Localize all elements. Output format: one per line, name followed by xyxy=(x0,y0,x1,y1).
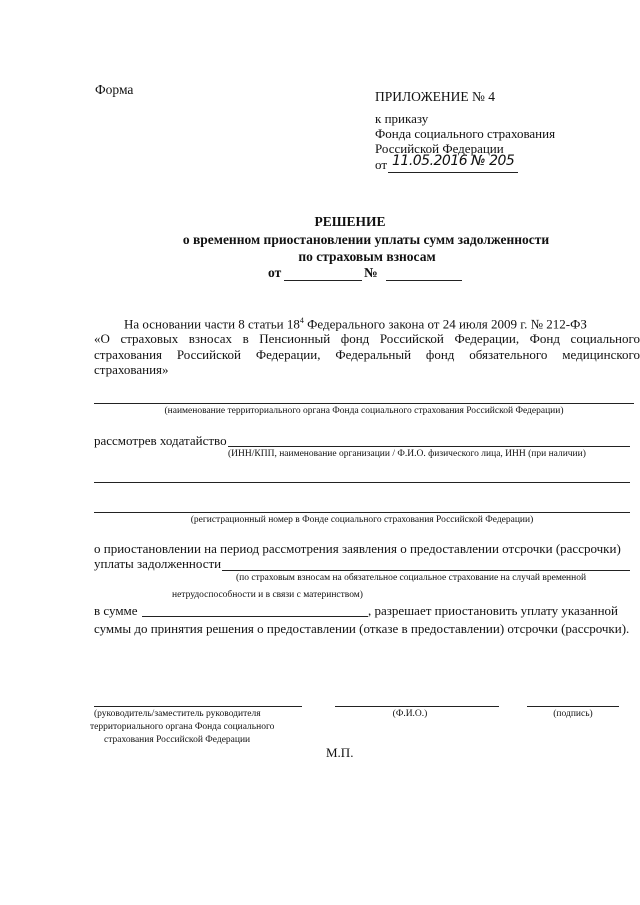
seal-label: М.П. xyxy=(326,745,354,760)
decision-number-line xyxy=(386,280,462,281)
basis-line-4: страхования» xyxy=(94,362,169,377)
signature-caption: (подпись) xyxy=(553,709,593,719)
basis-line-2: «О страховых взносах в Пенсионный фонд Российской Федерации, Фонд социального xyxy=(94,331,640,346)
head-caption-1: (руководитель/заместитель руководителя xyxy=(94,709,261,719)
organization-line xyxy=(94,482,630,483)
basis-line-1: На основании части 8 статьи $18^4$ Федерального закона от 24 июля 2009 г. № 212-ФЗ xyxy=(124,316,587,332)
signature-line xyxy=(527,706,619,707)
contrib-caption-2: нетрудоспособности и в связи с материнством) xyxy=(172,590,363,600)
decision-date-line xyxy=(284,280,362,281)
amount-line xyxy=(142,616,368,617)
debt-line xyxy=(222,570,630,571)
fio-caption: (Ф.И.О.) xyxy=(392,709,428,719)
document-title: РЕШЕНИЕ xyxy=(314,214,386,229)
amount-label: в сумме xyxy=(94,603,138,618)
amount-line-2: суммы до принятия решения о предоставлении (отказе в предоставлении) отсрочки (рассрочки). xyxy=(94,621,630,636)
title-line-3: по страховым взносам xyxy=(298,249,436,264)
decision-date-prefix: от xyxy=(268,265,282,280)
decision-number-prefix: № xyxy=(364,265,378,280)
contrib-caption-1: (по страховым взносам на обязательное социальное страхование на случай временной xyxy=(236,573,587,583)
order-date-prefix: от xyxy=(375,157,388,172)
head-line xyxy=(94,706,302,707)
regnum-line xyxy=(94,512,630,513)
regnum-caption: (регистрационный номер в Фонде социального страхования Российской Федерации) xyxy=(190,515,534,525)
order-line-3: Российской Федерации xyxy=(375,141,504,156)
basis-line-3: страхования Российской Федерации, Федеральный фонд обязательного медицинского xyxy=(94,347,640,362)
order-line-2: Фонда социального страхования xyxy=(375,126,556,141)
suspend-line-2: уплаты задолженности xyxy=(94,556,222,571)
form-label: Форма xyxy=(95,82,134,97)
territorial-body-caption: (наименование территориального органа Фонда социального страхования Российской Федерации) xyxy=(164,406,564,416)
suspend-line-1: о приостановлении на период рассмотрения заявления о предоставлении отсрочки (рассрочки) xyxy=(94,541,621,556)
order-line-1: к приказу xyxy=(375,111,429,126)
appendix-title: ПРИЛОЖЕНИЕ № 4 xyxy=(375,89,496,104)
title-line-2: о временном приостановлении уплаты сумм задолженности xyxy=(182,232,550,247)
petition-line xyxy=(228,446,630,447)
fio-line xyxy=(335,706,499,707)
head-caption-3: страхования Российской Федерации xyxy=(104,735,251,745)
head-caption-2: территориального органа Фонда социального xyxy=(90,722,275,732)
order-date-handwritten: 11.05.2016 № 205 xyxy=(392,153,515,169)
order-date-line xyxy=(388,172,518,173)
inn-caption: (ИНН/КПП, наименование организации / Ф.И.О. физического лица, ИНН (при наличии) xyxy=(228,449,586,459)
territorial-body-line xyxy=(94,403,634,404)
considered-label: рассмотрев ходатайство xyxy=(94,433,227,448)
amount-rest: , разрешает приостановить уплату указанной xyxy=(368,603,618,618)
